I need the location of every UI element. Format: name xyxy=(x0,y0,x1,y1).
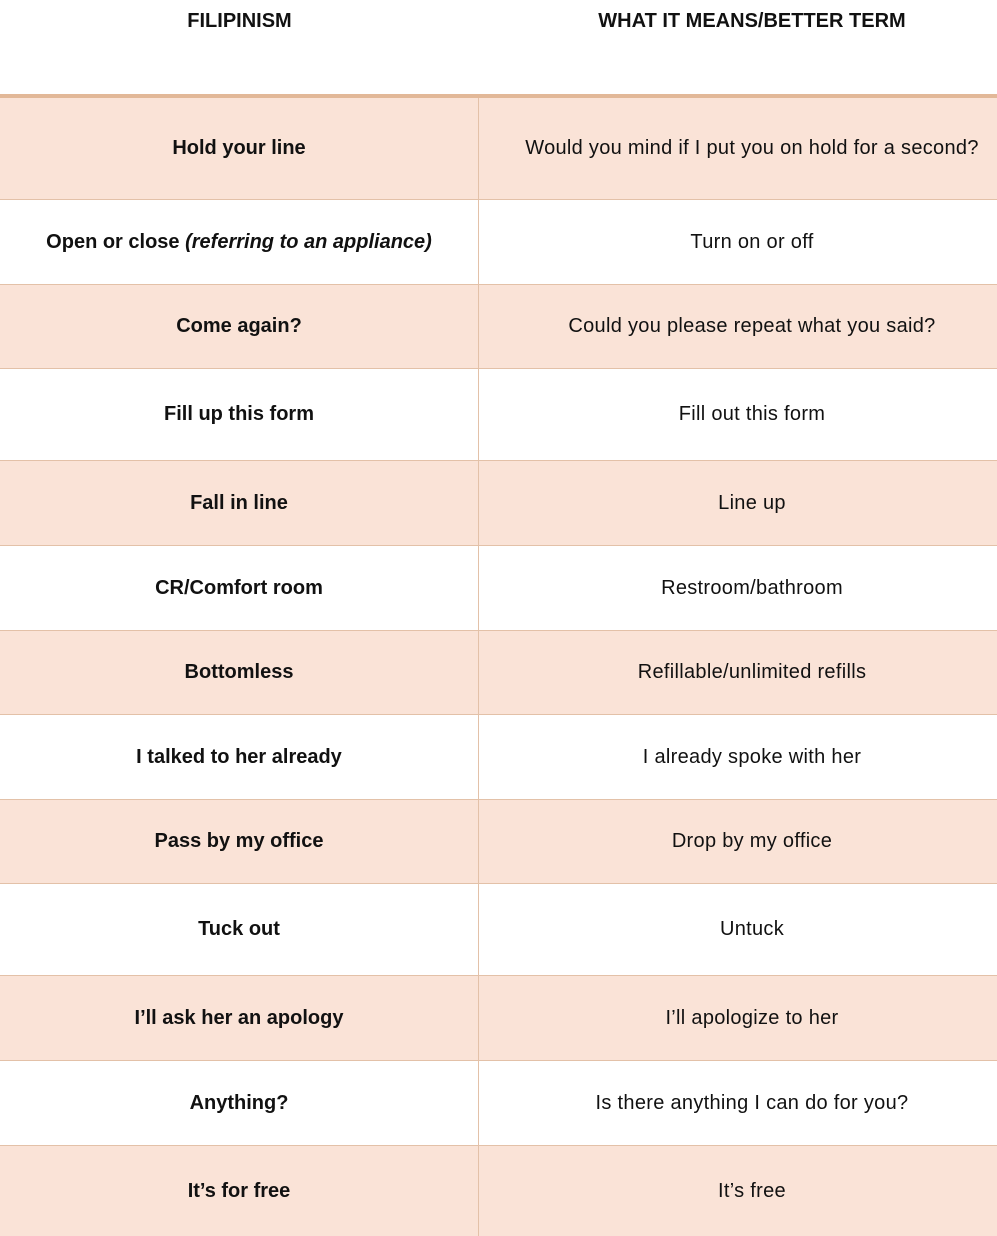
table-row xyxy=(0,285,997,369)
better-term-cell: Fill out this form xyxy=(678,403,826,425)
better-term-cell: I’ll apologize to her xyxy=(665,1006,839,1029)
better-term-cell: Line up xyxy=(718,491,786,514)
filipinism-note: (referring to an appliance) xyxy=(185,230,432,253)
table-row xyxy=(0,715,997,800)
table-row xyxy=(0,98,997,200)
better-term-cell: Drop by my office xyxy=(671,830,833,852)
filipinism-cell: CR/Comfort room xyxy=(0,546,479,630)
table-row xyxy=(0,200,997,285)
better-term-cell: Refillable/unlimited refills xyxy=(637,661,867,683)
better-term-cell: Could you please repeat what you said? xyxy=(568,315,936,337)
better-term-cell: It’s free xyxy=(718,1179,786,1202)
filipinism-cell: It’s for free xyxy=(0,1146,479,1236)
filipinism-cell: I’ll ask her an apology xyxy=(0,976,479,1060)
filipinism-cell: Bottomless xyxy=(0,631,479,714)
better-term-cell: Untuck xyxy=(719,918,785,940)
table-header xyxy=(0,0,997,96)
header-filipinism: FILIPINISM xyxy=(187,10,292,32)
filipinism-text: Open or close xyxy=(46,230,180,253)
filipinism-cell: Hold your line xyxy=(0,98,479,199)
table-row xyxy=(0,976,997,1061)
table-row xyxy=(0,546,997,631)
table-row xyxy=(0,461,997,546)
filipinism-cell: Anything? xyxy=(0,1061,479,1145)
filipinism-cell: Fall in line xyxy=(0,461,479,545)
table-row xyxy=(0,800,997,884)
table-row xyxy=(0,1061,997,1146)
better-term-cell: Turn on or off xyxy=(690,230,814,253)
filipinism-cell: I talked to her already xyxy=(0,715,479,799)
filipinism-cell: Fill up this form xyxy=(0,369,479,460)
better-term-cell: Restroom/bathroom xyxy=(661,576,843,599)
table-row xyxy=(0,369,997,461)
header-better-term: WHAT IT MEANS/BETTER TERM xyxy=(598,10,906,32)
table-row xyxy=(0,884,997,976)
better-term-cell: Would you mind if I put you on hold for a second? xyxy=(525,137,979,159)
filipinism-cell: Come again? xyxy=(0,285,479,368)
better-term-cell: Is there anything I can do for you? xyxy=(595,1091,909,1114)
table-row xyxy=(0,631,997,715)
filipinism-cell xyxy=(0,200,479,284)
better-term-cell: I already spoke with her xyxy=(642,745,862,768)
filipinism-cell: Tuck out xyxy=(0,884,479,975)
table-row xyxy=(0,1146,997,1236)
filipinism-cell: Pass by my office xyxy=(0,800,479,883)
